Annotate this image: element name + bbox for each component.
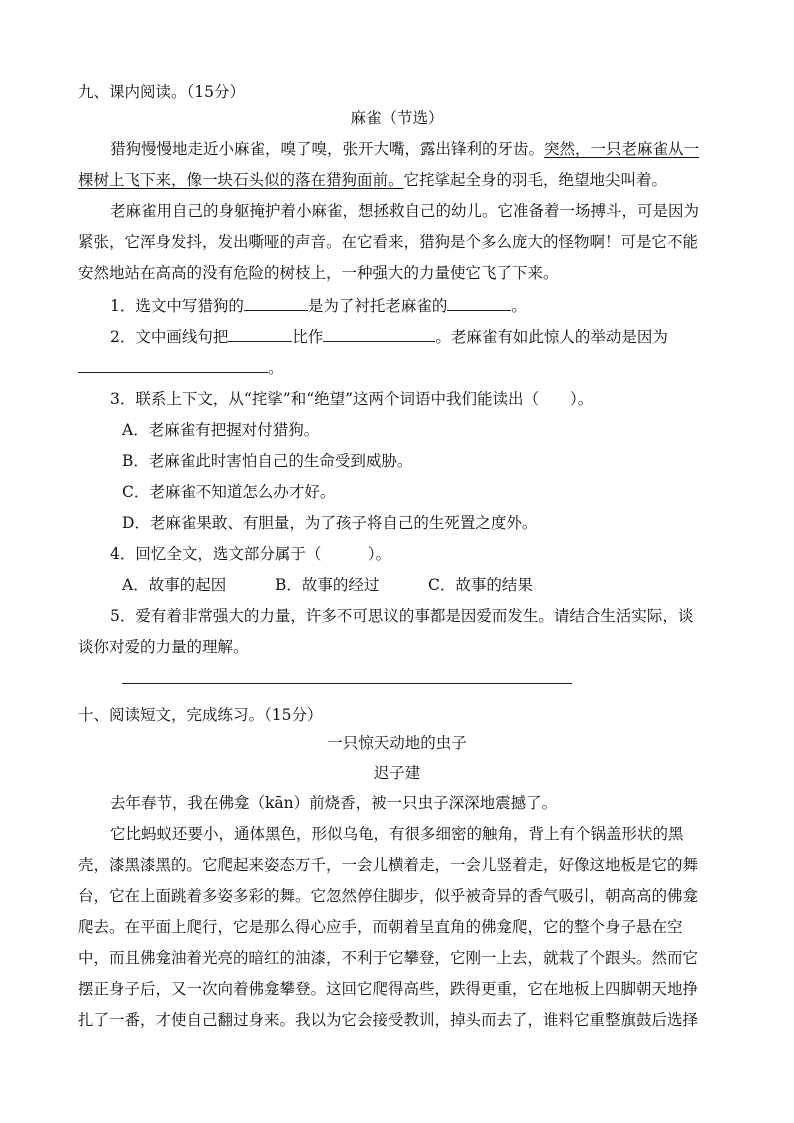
answer-line[interactable] [122,683,572,684]
passage-paragraph-2-line-5: 中，而且佛龛油着光亮的暗红的油漆，不利于它攀登，它刚一上去，就栽了个跟头。然而它 [78,949,699,967]
passage-paragraph-2-line-1: 它比蚂蚁还要小，通体黑色，形似乌龟，有很多细密的触角，背上有个锅盖形状的黑 [110,825,684,843]
passage-paragraph-1-line-2 [78,170,667,190]
passage-author: 迟子建 [373,764,421,782]
question-3-option-b[interactable]: B．老麻雀此时害怕自己的生命受到威胁。 [122,452,413,470]
answer-blank[interactable] [323,325,435,342]
passage-paragraph-2-line-6: 摆正身子后，又一次向着佛龛攀登。这回它爬得高些，跌得更重，它在地板上四脚朝天地挣 [78,980,699,998]
question-3: 3．联系上下文，从“挓挲”和“绝望”这两个词语中我们能读出（ ）。 [110,390,594,408]
question-4-option-c[interactable]: C．故事的结果 [428,576,533,594]
question-1-text-c: 。 [511,297,527,315]
underlined-sentence: 棵树上飞下来，像一块石头似的落在猎狗面前。 [78,171,404,189]
question-2-text-b: 比作 [292,328,324,346]
passage-paragraph-2-line-2: 紧张，它浑身发抖，发出嘶哑的声音。在它看来，猎狗是个多么庞大的怪物啊！可是它不能 [78,233,699,251]
question-3-option-a[interactable]: A．老麻雀有把握对付猎狗。 [122,421,320,439]
question-2-text-d: 。 [268,359,284,377]
passage-paragraph-1: 去年春节，我在佛龛（kān）前烧香，被一只虫子深深地震撼了。 [110,794,558,812]
section-10-heading: 十、阅读短文，完成练习。（15分） [78,706,323,724]
passage-text: 它挓挲起全身的羽毛，绝望地尖叫着。 [403,171,668,189]
question-4: 4．回忆全文，选文部分属于（ ）。 [110,545,392,563]
answer-blank[interactable] [447,294,511,311]
question-4-option-a[interactable]: A．故事的起因 [122,576,227,594]
passage-paragraph-2-line-7: 扎了一番，才使自己翻过身来。我以为它会接受教训，掉头而去了，谁料它重整旗鼓后选择 [78,1011,699,1029]
section-9-heading: 九、课内阅读。（15分） [78,83,245,101]
question-3-option-d[interactable]: D．老麻雀果敢、有胆量，为了孩子将自己的生死置之度外。 [122,514,538,532]
question-1-text-a: 1．选文中写猎狗的 [110,297,244,315]
question-2-text-a: 2．文中画线句把 [110,328,229,346]
answer-blank[interactable] [244,294,308,311]
passage-paragraph-2-line-3: 安然地站在高高的没有危险的树枝上，一种强大的力量使它飞了下来。 [78,264,559,282]
question-4-option-b[interactable]: B．故事的经过 [275,576,380,594]
question-1 [110,294,527,316]
passage-paragraph-2-line-2: 壳，漆黑漆黑的。它爬起来姿态万千，一会儿横着走，一会儿竖着走，好像这地板是它的舞 [78,856,699,874]
passage-paragraph-2-line-4: 爬去。在平面上爬行，它是那么得心应手，而朝着呈直角的佛龛爬，它的整个身子悬在空 [78,918,683,936]
passage-title-maque: 麻雀（节选） [350,109,444,127]
passage-paragraph-1-line-1 [110,139,699,159]
answer-blank[interactable] [78,356,268,373]
question-5-line-1: 5．爱有着非常强大的力量，许多不可思议的事都是因爱而发生。请结合生活实际，谈 [110,607,694,625]
question-2 [110,325,668,347]
question-2-text-c: 。老麻雀有如此惊人的举动是因为 [435,328,668,346]
passage-paragraph-2-line-1: 老麻雀用自己的身躯掩护着小麻雀，想拯救自己的幼儿。它准备着一场搏斗，可是因为 [110,202,700,220]
question-1-text-b: 是为了衬托老麻雀的 [307,297,448,315]
passage-text: 猎狗慢慢地走近小麻雀，嗅了嗅，张开大嘴，露出锋利的牙齿。 [110,140,545,158]
passage-title-chongzi: 一只惊天动地的虫子 [327,734,467,752]
question-3-option-c[interactable]: C．老麻雀不知道怎么办才好。 [122,483,336,501]
question-5-line-2: 谈你对爱的力量的理解。 [78,638,249,656]
passage-paragraph-2-line-3: 台，它在上面跳着多姿多彩的舞。它忽然停住脚步，似乎被奇异的香气吸引，朝高高的佛龛 [78,887,699,905]
answer-blank[interactable] [228,325,292,342]
question-2-continuation [78,356,284,378]
underlined-sentence: 突然，一只老麻雀从一 [544,140,700,158]
